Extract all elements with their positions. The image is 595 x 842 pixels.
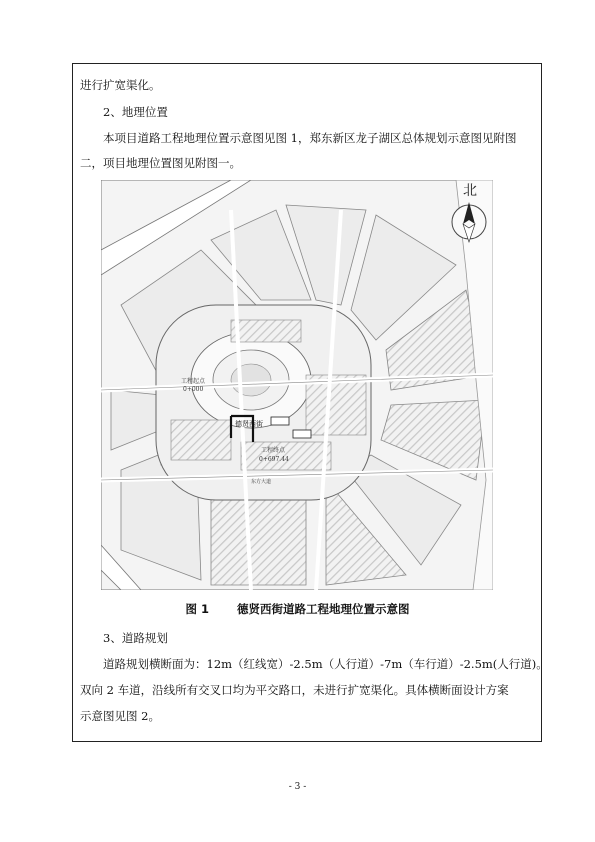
map-label-start: 工程起点 [181, 378, 206, 385]
map-label-road: 德贤西街 [235, 420, 263, 428]
north-label: 北 [463, 183, 477, 199]
section-heading-road-planning: 3、道路规划 [103, 631, 168, 645]
figure-title: 德贤西街道路工程地理位置示意图 [237, 602, 410, 616]
figure-number: 图 1 [185, 602, 209, 616]
map-label-end-chainage: 0+697.44 [259, 456, 289, 463]
page-number: - 3 - [288, 782, 307, 792]
text-line: 示意图见图 2。 [80, 709, 160, 723]
section-heading-location: 2、地理位置 [103, 105, 168, 119]
text-line: 二，项目地理位置图见附图一。 [80, 156, 241, 170]
figure-caption [0, 601, 595, 617]
map-label-extra: 东方大道 [251, 479, 272, 485]
map-label-start-chainage: 0+000 [183, 386, 204, 393]
text-line: 进行扩宽渠化。 [80, 78, 161, 92]
text-line: 双向 2 车道，沿线所有交叉口均为平交路口，未进行扩宽渠化。具体横断面设计方案 [80, 683, 509, 697]
map-label-end: 工程终点 [261, 447, 286, 454]
text-line: 本项目道路工程地理位置示意图见图 1，郑东新区龙子湖区总体规划示意图见附图 [103, 131, 517, 145]
location-map [101, 180, 493, 590]
text-line: 道路规划横断面为：12m（红线宽）-2.5m（人行道）-7m（车行道）-2.5m(人行道)。 [103, 657, 548, 671]
